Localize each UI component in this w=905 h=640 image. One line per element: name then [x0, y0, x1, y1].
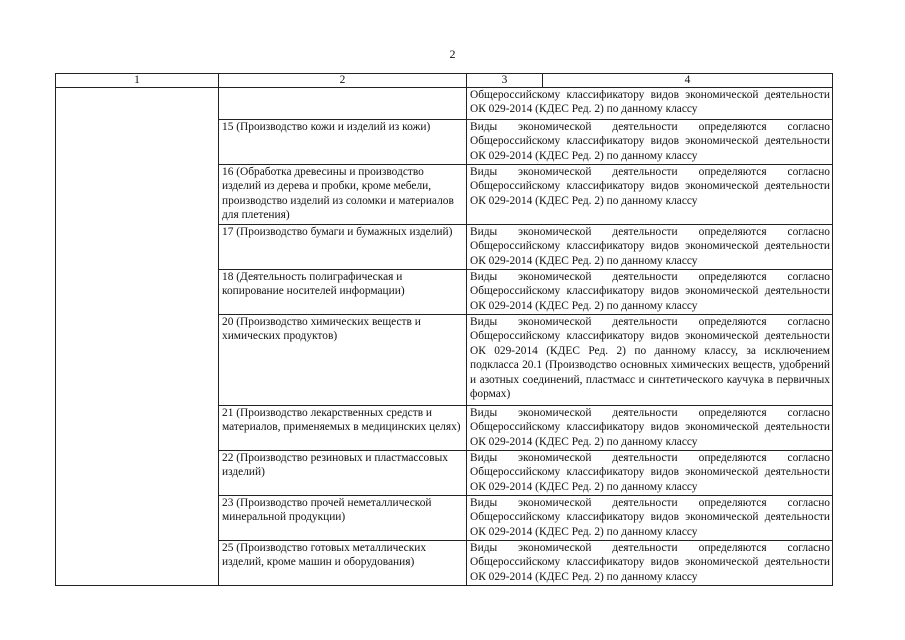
continuation-desc-cell: Общероссийскому классификатору видов экономической деятельности ОК 029-2014 (КДЕС Ред. 2) по данному классу — [467, 88, 833, 120]
activity-desc-cell: Виды экономической деятельности определяются согласно Общероссийскому классификатору видов экономической деятельности ОК 029-2014 (КДЕС Ред. 2) по данному классу — [467, 165, 833, 225]
activity-desc-cell: Виды экономической деятельности определяются согласно Общероссийскому классификатору видов экономической деятельности ОК 029-2014 (КДЕС Ред. 2) по данному классу — [467, 496, 833, 541]
activity-name-cell: 21 (Производство лекарственных средств и материалов, применяемых в медицинских целях) — [219, 406, 467, 451]
activity-name-cell: 16 (Обработка древесины и производство изделий из дерева и пробки, кроме мебели, производство изделий из соломки и материалов для плетения) — [219, 165, 467, 225]
activity-desc-cell: Виды экономической деятельности определяются согласно Общероссийскому классификатору видов экономической деятельности ОК 029-2014 (КДЕС Ред. 2) по данному классу — [467, 270, 833, 315]
column-1-cell — [56, 88, 219, 586]
activity-desc-cell: Виды экономической деятельности определяются согласно Общероссийскому классификатору видов экономической деятельности ОК 029-2014 (КДЕС Ред. 2) по данному классу — [467, 451, 833, 496]
header-col-1: 1 — [56, 74, 219, 88]
activity-name-cell: 18 (Деятельность полиграфическая и копирование носителей информации) — [219, 270, 467, 315]
activity-name-cell: 23 (Производство прочей неметаллической минеральной продукции) — [219, 496, 467, 541]
activity-desc-cell: Виды экономической деятельности определяются согласно Общероссийскому классификатору видов экономической деятельности ОК 029-2014 (КДЕС Ред. 2) по данному классу, за исключением подкласса 20.1 (Производство основных химических веществ, удобрений и азотных соединений, пластмасс и синтетического каучука в первичных формах) — [467, 315, 833, 406]
header-col-3: 3 — [467, 74, 543, 88]
activity-desc-cell: Виды экономической деятельности определяются согласно Общероссийскому классификатору видов экономической деятельности ОК 029-2014 (КДЕС Ред. 2) по данному классу — [467, 120, 833, 165]
activity-desc-cell: Виды экономической деятельности определяются согласно Общероссийскому классификатору видов экономической деятельности ОК 029-2014 (КДЕС Ред. 2) по данному классу — [467, 406, 833, 451]
header-col-4: 4 — [543, 74, 833, 88]
activity-desc-cell: Виды экономической деятельности определяются согласно Общероссийскому классификатору видов экономической деятельности ОК 029-2014 (КДЕС Ред. 2) по данному классу — [467, 225, 833, 270]
header-row — [56, 74, 833, 88]
header-col-2: 2 — [219, 74, 467, 88]
activity-desc-cell: Виды экономической деятельности определяются согласно Общероссийскому классификатору видов экономической деятельности ОК 029-2014 (КДЕС Ред. 2) по данному классу — [467, 541, 833, 586]
activity-name-cell: 17 (Производство бумаги и бумажных изделий) — [219, 225, 467, 270]
activity-name-cell: 20 (Производство химических веществ и химических продуктов) — [219, 315, 467, 406]
activity-table — [55, 73, 833, 586]
table-body — [56, 74, 833, 586]
continuation-row — [56, 88, 833, 120]
continuation-name-cell — [219, 88, 467, 120]
page-number: 2 — [449, 47, 456, 61]
activity-name-cell: 15 (Производство кожи и изделий из кожи) — [219, 120, 467, 165]
activity-name-cell: 25 (Производство готовых металлических изделий, кроме машин и оборудования) — [219, 541, 467, 586]
activity-name-cell: 22 (Производство резиновых и пластмассовых изделий) — [219, 451, 467, 496]
